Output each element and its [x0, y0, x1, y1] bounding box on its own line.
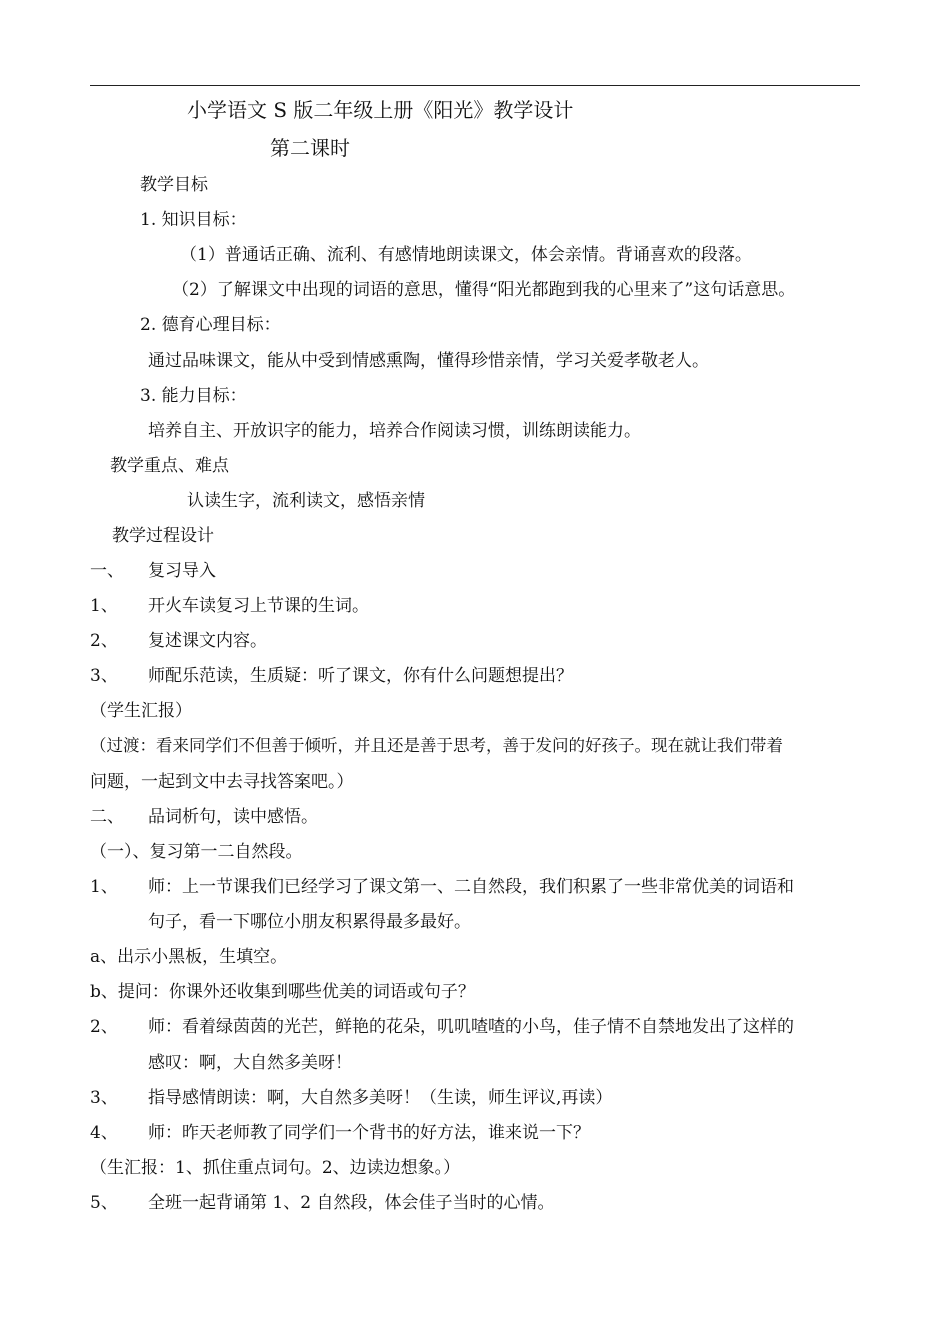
goal-1-heading: 1. 知识目标： [140, 210, 247, 230]
document-title: 小学语文 S 版二年级上册《阳光》教学设计 [187, 98, 574, 122]
step-a: a、出示小黑板，生填空。 [90, 947, 288, 967]
list-item-text: 开火车读复习上节课的生词。 [148, 596, 369, 616]
section-1-number: 一、 [90, 561, 124, 581]
list-item-number: 3、 [90, 1088, 118, 1108]
transition-line-1: （过渡：看来同学们不但善于倾听，并且还是善于思考，善于发问的好孩子。现在就让我们带着 [90, 736, 783, 755]
list-item-text: 师配乐范读，生质疑：听了课文，你有什么问题想提出？ [148, 666, 573, 686]
section-2-title: 品词析句，读中感悟。 [148, 807, 318, 827]
list-item-text: 指导感情朗读：啊，大自然多美呀！（生读，师生评议,再读） [148, 1088, 613, 1108]
student-report-note: （生汇报：1、抓住重点词句。2、边读边想象。） [90, 1158, 461, 1178]
key-points-text: 认读生字，流利读文，感悟亲情 [187, 491, 425, 511]
list-item-number: 2、 [90, 1017, 118, 1037]
subsection-heading: （一）、复习第一二自然段。 [90, 842, 303, 862]
list-item-text: 复述课文内容。 [148, 631, 267, 651]
student-report-note: （学生汇报） [90, 701, 192, 721]
goal-3-heading: 3. 能力目标： [140, 386, 247, 406]
key-points-heading: 教学重点、难点 [110, 456, 229, 476]
goal-3-text: 培养自主、开放识字的能力，培养合作阅读习惯，训练朗读能力。 [148, 421, 641, 441]
section-2-number: 二、 [90, 807, 124, 827]
list-item-text: 全班一起背诵第 1、2 自然段，体会佳子当时的心情。 [148, 1193, 555, 1213]
list-item-text: 师：昨天老师教了同学们一个背书的好方法，谁来说一下？ [148, 1123, 590, 1143]
list-item-number: 2、 [90, 631, 118, 651]
goal-1-item-a: （1）普通话正确、流利、有感情地朗读课文，体会亲情。背诵喜欢的段落。 [180, 245, 752, 265]
document-subtitle: 第二课时 [270, 136, 350, 160]
process-heading: 教学过程设计 [112, 526, 214, 546]
list-item-number: 1、 [90, 877, 118, 897]
list-item-continuation: 感叹：啊，大自然多美呀！ [148, 1053, 352, 1073]
header-rule [90, 85, 860, 86]
goal-2-text: 通过品味课文，能从中受到情感熏陶，懂得珍惜亲情，学习关爱孝敬老人。 [148, 351, 709, 371]
list-item-number: 3、 [90, 666, 118, 686]
goal-2-heading: 2. 德育心理目标： [140, 315, 281, 335]
list-item-number: 4、 [90, 1123, 118, 1143]
section-1-title: 复习导入 [148, 561, 216, 581]
goal-1-item-b: （2）了解课文中出现的词语的意思，懂得“阳光都跑到我的心里来了”这句话意思。 [172, 280, 796, 300]
list-item-text: 师：看着绿茵茵的光芒，鲜艳的花朵，叽叽喳喳的小鸟，佳子情不自禁地发出了这样的 [148, 1017, 794, 1037]
list-item-number: 1、 [90, 596, 118, 616]
list-item-continuation: 句子，看一下哪位小朋友积累得最多最好。 [148, 912, 471, 932]
goals-heading: 教学目标 [140, 175, 208, 195]
list-item-number: 5、 [90, 1193, 118, 1213]
list-item-text: 师：上一节课我们已经学习了课文第一、二自然段，我们积累了一些非常优美的词语和 [148, 877, 794, 897]
step-b: b、提问：你课外还收集到哪些优美的词语或句子？ [90, 982, 475, 1002]
transition-line-2: 问题，一起到文中去寻找答案吧。） [90, 772, 354, 792]
